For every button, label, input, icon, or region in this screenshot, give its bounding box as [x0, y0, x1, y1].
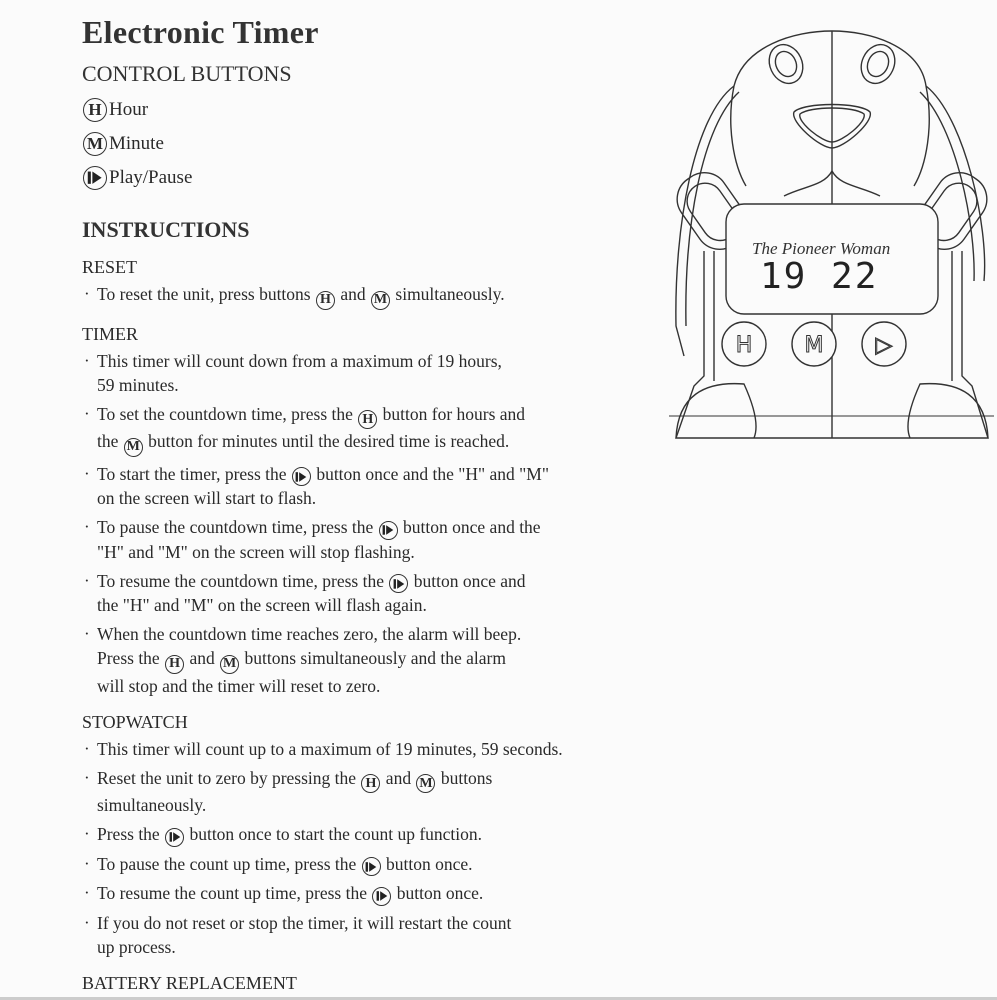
- text-segment: button once and: [409, 570, 526, 591]
- text-line: [97, 282, 662, 310]
- minute-button-icon: M: [83, 132, 107, 156]
- instruction-sections: [82, 257, 662, 994]
- play-pause-button-icon: [389, 574, 408, 593]
- text-line: [97, 569, 662, 594]
- play-pause-button-icon: [379, 521, 398, 540]
- text-segment: button once.: [381, 853, 473, 874]
- text-line: [97, 674, 662, 698]
- instruction-bullet: [82, 737, 662, 761]
- text-segment: To start the timer, press the: [97, 463, 291, 484]
- instructions-heading: INSTRUCTIONS: [82, 217, 250, 242]
- timer-display: 19 22: [760, 256, 879, 297]
- hour-button-icon: H: [83, 98, 107, 122]
- hour-button-icon: H: [358, 410, 377, 429]
- control-button-label: Hour: [109, 99, 149, 120]
- text-segment: button once and the "H" and "M": [311, 463, 550, 484]
- instruction-bullet: [82, 462, 662, 511]
- bullet-marker: ·: [84, 883, 90, 903]
- section-heading: TIMER: [82, 323, 138, 344]
- bullet-marker: ·: [84, 350, 90, 370]
- text-segment: button once to start the count up function.: [185, 824, 483, 845]
- text-line: [97, 911, 662, 935]
- timer-device-illustration: [664, 26, 997, 442]
- play-pause-button-icon: [362, 857, 381, 876]
- text-segment: and: [335, 284, 371, 304]
- play-pause-button-icon: [165, 828, 184, 847]
- page-title: Electronic Timer: [82, 14, 319, 50]
- bullet-marker: ·: [84, 912, 90, 932]
- bullet-marker: ·: [84, 284, 90, 303]
- control-button-label: Minute: [109, 133, 164, 154]
- text-segment: the "H" and "M" on the screen will flash again.: [97, 595, 427, 616]
- minute-button-icon: M: [416, 774, 435, 793]
- device-h-button: H: [735, 333, 753, 358]
- text-segment: To resume the count up time, press the: [97, 883, 372, 904]
- bullet-marker: ·: [84, 624, 90, 644]
- text-segment: To pause the countdown time, press the: [97, 517, 378, 538]
- text-segment: To reset the unit, press buttons: [97, 284, 315, 304]
- text-line: [97, 766, 662, 794]
- instruction-bullet: [82, 402, 662, 457]
- text-line: [97, 646, 662, 674]
- instruction-bullet: [82, 881, 662, 906]
- instruction-bullet: [82, 622, 662, 698]
- device-play-button: ▷: [875, 333, 893, 358]
- text-line: [97, 852, 662, 877]
- text-line: [97, 486, 662, 510]
- bullet-marker: ·: [84, 463, 90, 483]
- text-line: [97, 515, 662, 540]
- text-segment: and: [185, 648, 220, 669]
- text-segment: To set the countdown time, press the: [97, 403, 358, 424]
- instruction-bullet: [82, 569, 662, 618]
- instruction-bullet: [82, 822, 662, 847]
- text-line: [97, 622, 662, 646]
- instruction-bullet: [82, 515, 662, 564]
- device-m-button: M: [804, 333, 824, 358]
- text-segment: button once.: [392, 883, 484, 904]
- text-segment: will stop and the timer will reset to zero.: [97, 675, 381, 696]
- section-heading: BATTERY REPLACEMENT: [82, 972, 297, 993]
- control-button-item: [82, 93, 662, 127]
- bullet-marker: ·: [84, 738, 90, 758]
- text-segment: simultaneously.: [97, 795, 207, 816]
- section-heading: RESET: [82, 257, 138, 277]
- bullet-marker: ·: [84, 853, 90, 873]
- instruction-bullet: [82, 349, 662, 397]
- control-button-item: [82, 127, 662, 161]
- text-segment: the: [97, 431, 123, 451]
- text-line: [97, 593, 662, 617]
- text-segment: simultaneously.: [391, 284, 505, 304]
- text-segment: To pause the count up time, press the: [97, 853, 361, 874]
- play-pause-button-icon: [83, 166, 107, 190]
- text-line: [97, 935, 662, 959]
- section-heading: STOPWATCH: [82, 711, 188, 732]
- instruction-bullet: [82, 911, 662, 959]
- text-segment: buttons simultaneously and the alarm: [240, 648, 506, 669]
- text-line: [97, 822, 662, 847]
- text-segment: up process.: [97, 936, 176, 957]
- text-segment: Press the: [97, 648, 165, 669]
- control-button-item: [82, 161, 662, 195]
- instruction-bullet: [82, 282, 662, 310]
- minute-button-icon: M: [124, 438, 143, 457]
- text-line: [97, 373, 662, 397]
- brand-logo: The Pioneer Woman: [752, 239, 891, 258]
- minute-button-icon: M: [220, 655, 239, 674]
- text-line: [97, 402, 662, 430]
- bullet-marker: ·: [84, 767, 90, 787]
- bullet-marker: ·: [84, 403, 90, 423]
- text-segment: buttons: [436, 767, 493, 788]
- text-line: [97, 737, 662, 761]
- play-pause-button-icon: [292, 467, 311, 486]
- text-segment: button for hours and: [378, 403, 526, 424]
- minute-button-icon: M: [371, 291, 390, 310]
- bullet-marker: ·: [84, 517, 90, 537]
- hour-button-icon: H: [361, 774, 380, 793]
- text-line: [97, 462, 662, 487]
- text-segment: When the countdown time reaches zero, the alarm will beep.: [97, 624, 522, 645]
- bullet-marker: ·: [84, 570, 90, 590]
- text-segment: This timer will count up to a maximum of 19 minutes, 59 seconds.: [97, 738, 563, 759]
- text-segment: This timer will count down from a maximum of 19 hours,: [97, 350, 502, 371]
- control-buttons-list: [82, 93, 662, 195]
- text-line: [97, 793, 662, 817]
- text-segment: To resume the countdown time, press the: [97, 570, 389, 591]
- text-line: [97, 540, 662, 564]
- text-segment: 59 minutes.: [97, 374, 179, 395]
- text-line: [97, 429, 662, 457]
- hour-button-icon: H: [165, 655, 184, 674]
- instruction-bullet: [82, 852, 662, 877]
- text-segment: Press the: [97, 824, 165, 845]
- text-segment: on the screen will start to flash.: [97, 488, 317, 509]
- text-line: [97, 881, 662, 906]
- text-line: [97, 349, 662, 373]
- text-segment: and: [381, 767, 416, 788]
- play-pause-button-icon: [372, 887, 391, 906]
- instruction-bullet: [82, 766, 662, 818]
- hour-button-icon: H: [316, 291, 335, 310]
- text-segment: If you do not reset or stop the timer, it will restart the count: [97, 912, 512, 933]
- text-segment: Reset the unit to zero by pressing the: [97, 767, 361, 788]
- control-button-label: Play/Pause: [109, 167, 193, 188]
- instruction-column: [82, 14, 662, 998]
- text-segment: "H" and "M" on the screen will stop flashing.: [97, 541, 415, 562]
- bullet-marker: ·: [84, 824, 90, 844]
- text-segment: button once and the: [398, 517, 541, 538]
- control-buttons-heading: CONTROL BUTTONS: [82, 61, 292, 86]
- text-segment: button for minutes until the desired time is reached.: [143, 431, 510, 451]
